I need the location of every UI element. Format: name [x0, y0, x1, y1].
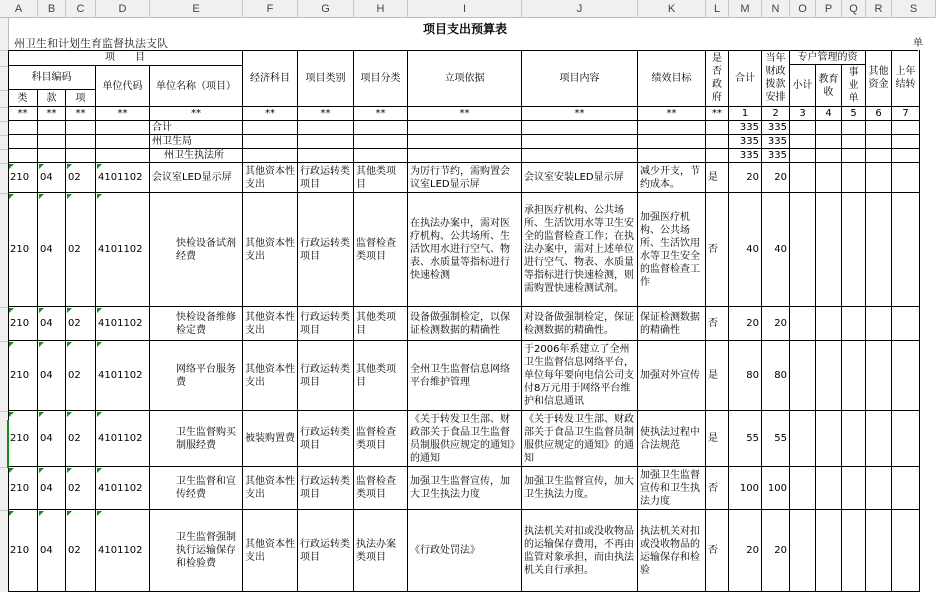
number-stored-as-text-marker — [97, 308, 102, 313]
number-stored-as-text-marker — [67, 194, 72, 199]
empty-cell[interactable] — [790, 163, 816, 193]
row-separator[interactable] — [0, 510, 8, 511]
number-stored-as-text-marker — [97, 511, 102, 516]
cell-xiangmu-leibie[interactable]: 行政运转类项目 — [298, 163, 354, 193]
cell-jixiao-mubiao[interactable]: 执法机关对扣或没收物品的运输保存和检验 — [638, 510, 706, 592]
cell-xiangmu-mingcheng[interactable]: 卫生监督强制执行运输保存和检验费 — [150, 510, 243, 592]
empty-cell[interactable] — [816, 341, 842, 411]
cell-xiang[interactable]: 02 — [66, 411, 96, 467]
cell-caizheng[interactable]: 20 — [762, 510, 790, 592]
cell-lei[interactable]: 210 — [8, 193, 38, 307]
cell-xiang[interactable]: 02 — [66, 163, 96, 193]
cell-kuan[interactable]: 04 — [38, 467, 66, 510]
cell-lixiang-yiju[interactable]: 全州卫生监督信息网络平台维护管理 — [408, 341, 522, 411]
summary-heji[interactable]: 335 — [729, 149, 762, 163]
cell-xiangmu-mingcheng[interactable]: 快检设备试剂经费 — [150, 193, 243, 307]
cell-xiangmu-neirong[interactable]: 承担医疗机构、公共场所、生活饮用水等卫生安全的监督检查工作；在执法办案中，需对上述单位进行空气、物表、水质量等指标进行快速检测，则需购置快速检测试剂。 — [522, 193, 638, 307]
column-header-d[interactable]: D — [96, 0, 150, 18]
header-xiangmu[interactable]: 项 目 — [8, 50, 243, 66]
column-header-c[interactable]: C — [66, 0, 96, 18]
cell-xiangmu-fenlei[interactable]: 其他类项目 — [354, 163, 408, 193]
empty-cell[interactable] — [866, 510, 892, 592]
header-danwei-mingcheng[interactable]: 单位名称（项目） — [150, 66, 243, 107]
summary-empty-cell[interactable] — [842, 149, 866, 163]
cell-xiangmu-fenlei[interactable]: 其他类项目 — [354, 341, 408, 411]
cell-xiangmu-leibie[interactable]: 行政运转类项目 — [298, 307, 354, 341]
summary-empty-cell[interactable] — [522, 135, 638, 149]
cell-shifou-zhengfu[interactable]: 是 — [706, 163, 729, 193]
cell-xiang[interactable]: 02 — [66, 341, 96, 411]
summary-empty-cell[interactable] — [38, 121, 66, 135]
summary-empty-cell[interactable] — [66, 149, 96, 163]
header-jingji-kemu[interactable]: 经济科目 — [243, 50, 298, 107]
cell-jingji-kemu[interactable]: 被装购置费 — [243, 411, 298, 467]
cell-lixiang-yiju[interactable]: 加强卫生监督宣传，加大卫生执法力度 — [408, 467, 522, 510]
number-stored-as-text-marker — [67, 164, 72, 169]
number-stored-as-text-marker — [97, 468, 102, 473]
cell-xiangmu-neirong[interactable]: 加强卫生监督宣传，加大卫生执法力度。 — [522, 467, 638, 510]
empty-cell[interactable] — [842, 163, 866, 193]
column-header-p[interactable]: P — [816, 0, 842, 18]
number-stored-as-text-marker — [97, 194, 102, 199]
empty-cell[interactable] — [816, 307, 842, 341]
star-cell[interactable]: ** — [638, 107, 706, 121]
header-shifou-zhengfu[interactable]: 是否政府 — [706, 50, 729, 107]
star-cell[interactable]: ** — [66, 107, 96, 121]
cell-jingji-kemu[interactable]: 其他资本性支出 — [243, 163, 298, 193]
cell-lixiang-yiju[interactable]: 设备做强制检定，以保证检测数据的精确性 — [408, 307, 522, 341]
column-header-s[interactable]: S — [892, 0, 936, 18]
cell-danwei-daima[interactable]: 4101102 — [96, 193, 150, 307]
empty-cell[interactable] — [866, 163, 892, 193]
summary-empty-cell[interactable] — [298, 121, 354, 135]
cell-xiangmu-neirong[interactable]: 《关于转发卫生部、财政部关于食品卫生监督员制服供应规定的通知》的通知 — [522, 411, 638, 467]
cell-caizheng[interactable]: 80 — [762, 341, 790, 411]
number-stored-as-text-marker — [39, 412, 44, 417]
column-header-j[interactable]: J — [522, 0, 638, 18]
cell-jingji-kemu[interactable]: 其他资本性支出 — [243, 341, 298, 411]
cell-xiangmu-mingcheng[interactable]: 会议室LED显示屏 — [150, 163, 243, 193]
empty-cell[interactable] — [892, 341, 920, 411]
number-stored-as-text-marker — [67, 412, 72, 417]
summary-empty-cell[interactable] — [408, 121, 522, 135]
cell-danwei-daima[interactable]: 4101102 — [96, 510, 150, 592]
sheet-title[interactable]: 项目支出预算表 — [422, 21, 507, 36]
cell-jingji-kemu[interactable]: 其他资本性支出 — [243, 510, 298, 592]
row-separator[interactable] — [0, 66, 8, 67]
summary-empty-cell[interactable] — [298, 135, 354, 149]
number-stored-as-text-marker — [9, 308, 14, 313]
summary-empty-cell[interactable] — [638, 121, 706, 135]
cell-xiangmu-leibie[interactable]: 行政运转类项目 — [298, 193, 354, 307]
cell-caizheng[interactable]: 40 — [762, 193, 790, 307]
number-stored-as-text-marker — [9, 412, 14, 417]
column-header-a[interactable]: A — [0, 0, 38, 18]
cell-jingji-kemu[interactable]: 其他资本性支出 — [243, 193, 298, 307]
row-separator[interactable] — [0, 135, 8, 136]
empty-cell[interactable] — [790, 510, 816, 592]
summary-empty-cell[interactable] — [816, 135, 842, 149]
summary-empty-cell[interactable] — [866, 121, 892, 135]
number-stored-as-text-marker — [9, 342, 14, 347]
summary-empty-cell[interactable] — [522, 149, 638, 163]
cell-jixiao-mubiao[interactable]: 加强医疗机构、公共场所、生活饮用水等卫生安全的监督检查工作 — [638, 193, 706, 307]
header-xiangmu-neirong[interactable]: 项目内容 — [522, 50, 638, 107]
cell-shifou-zhengfu[interactable]: 否 — [706, 193, 729, 307]
summary-empty-cell[interactable] — [408, 149, 522, 163]
cell-heji[interactable]: 20 — [729, 510, 762, 592]
star-cell[interactable]: ** — [243, 107, 298, 121]
row-separator[interactable] — [0, 90, 8, 91]
cell-jixiao-mubiao[interactable]: 保证检测数据的精确性 — [638, 307, 706, 341]
summary-empty-cell[interactable] — [706, 121, 729, 135]
cell-jixiao-mubiao[interactable]: 减少开支，节约成本。 — [638, 163, 706, 193]
cell-xiangmu-fenlei[interactable]: 其他类项目 — [354, 307, 408, 341]
cell-xiangmu-fenlei[interactable]: 执法办案类项目 — [354, 510, 408, 592]
header-zhuanhu-guanli[interactable]: 专户管理的资 — [790, 50, 866, 65]
summary-empty-cell[interactable] — [38, 149, 66, 163]
summary-empty-cell[interactable] — [866, 135, 892, 149]
star-cell[interactable]: ** — [706, 107, 729, 121]
cell-lei[interactable]: 210 — [8, 307, 38, 341]
summary-empty-cell[interactable] — [816, 121, 842, 135]
column-header-r[interactable]: R — [866, 0, 892, 18]
cell-xiangmu-leibie[interactable]: 行政运转类项目 — [298, 510, 354, 592]
cell-kuan[interactable]: 04 — [38, 411, 66, 467]
org-name[interactable]: 州卫生和计划生育监督执法支队 — [14, 36, 168, 50]
row-separator[interactable] — [0, 193, 8, 194]
cell-heji[interactable]: 80 — [729, 341, 762, 411]
summary-empty-cell[interactable] — [8, 135, 38, 149]
number-stored-as-text-marker — [97, 412, 102, 417]
row-separator[interactable] — [0, 411, 8, 412]
header-xiangmu-leibie[interactable]: 项目类别 — [298, 50, 354, 107]
summary-empty-cell[interactable] — [706, 149, 729, 163]
cell-jixiao-mubiao[interactable]: 加强对外宣传 — [638, 341, 706, 411]
cell-heji[interactable]: 20 — [729, 163, 762, 193]
cell-danwei-daima[interactable]: 4101102 — [96, 341, 150, 411]
summary-empty-cell[interactable] — [66, 121, 96, 135]
summary-empty-cell[interactable] — [298, 149, 354, 163]
selected-row-indicator — [7, 420, 9, 468]
star-cell[interactable]: ** — [96, 107, 150, 121]
summary-caizheng[interactable]: 335 — [762, 149, 790, 163]
header-jixiao-mubiao[interactable]: 绩效目标 — [638, 50, 706, 107]
number-stored-as-text-marker — [9, 468, 14, 473]
header-heji[interactable]: 合计 — [729, 50, 762, 107]
empty-cell[interactable] — [790, 411, 816, 467]
empty-cell[interactable] — [816, 510, 842, 592]
empty-cell[interactable] — [892, 163, 920, 193]
cell-xiangmu-mingcheng[interactable]: 卫生监督购买制服经费 — [150, 411, 243, 467]
number-stored-as-text-marker — [39, 342, 44, 347]
empty-cell[interactable] — [842, 411, 866, 467]
cell-lei[interactable]: 210 — [8, 467, 38, 510]
empty-cell[interactable] — [892, 193, 920, 307]
column-header-f[interactable]: F — [243, 0, 298, 18]
empty-cell[interactable] — [866, 193, 892, 307]
column-header-b[interactable]: B — [38, 0, 66, 18]
cell-shifou-zhengfu[interactable]: 否 — [706, 510, 729, 592]
header-kuan[interactable]: 款 — [38, 90, 66, 107]
column-number[interactable]: 4 — [816, 107, 842, 121]
cell-lixiang-yiju[interactable]: 《行政处罚法》 — [408, 510, 522, 592]
summary-name[interactable]: 州卫生局 — [150, 135, 243, 149]
row-separator[interactable] — [0, 50, 8, 51]
cell-shifou-zhengfu[interactable]: 是 — [706, 341, 729, 411]
summary-empty-cell[interactable] — [842, 135, 866, 149]
summary-empty-cell[interactable] — [408, 135, 522, 149]
summary-caizheng[interactable]: 335 — [762, 121, 790, 135]
empty-cell[interactable] — [816, 411, 842, 467]
summary-empty-cell[interactable] — [243, 135, 298, 149]
header-jiaoyu-shou[interactable]: 教育收 — [816, 65, 842, 107]
column-header-e[interactable]: E — [150, 0, 243, 18]
summary-empty-cell[interactable] — [38, 135, 66, 149]
empty-cell[interactable] — [790, 467, 816, 510]
star-cell[interactable]: ** — [298, 107, 354, 121]
cell-heji[interactable]: 100 — [729, 467, 762, 510]
cell-lei[interactable]: 210 — [8, 163, 38, 193]
cell-xiangmu-leibie[interactable]: 行政运转类项目 — [298, 411, 354, 467]
summary-heji[interactable]: 335 — [729, 135, 762, 149]
cell-xiangmu-neirong[interactable]: 对设备做强制检定，保证检测数据的精确性。 — [522, 307, 638, 341]
cell-shifou-zhengfu[interactable]: 是 — [706, 411, 729, 467]
cell-caizheng[interactable]: 55 — [762, 411, 790, 467]
number-stored-as-text-marker — [39, 164, 44, 169]
cell-xiang[interactable]: 02 — [66, 467, 96, 510]
column-number[interactable]: 1 — [729, 107, 762, 121]
cell-lixiang-yiju[interactable]: 在执法办案中，需对医疗机构、公共场所、生活饮用水进行空气、物表、水质量等指标进行快速检测 — [408, 193, 522, 307]
column-header-i[interactable]: I — [408, 0, 522, 18]
cell-kuan[interactable]: 04 — [38, 193, 66, 307]
star-cell[interactable]: ** — [408, 107, 522, 121]
cell-kuan[interactable]: 04 — [38, 341, 66, 411]
cell-xiangmu-fenlei[interactable]: 监督检查类项目 — [354, 411, 408, 467]
number-stored-as-text-marker — [9, 511, 14, 516]
row-separator[interactable] — [0, 307, 8, 308]
cell-kuan[interactable]: 04 — [38, 307, 66, 341]
empty-cell[interactable] — [790, 193, 816, 307]
number-stored-as-text-marker — [67, 468, 72, 473]
header-xiaoji[interactable]: 小计 — [790, 65, 816, 107]
cell-lixiang-yiju[interactable]: 《关于转发卫生部、财政部关于食品卫生监督员制服供应规定的通知》的通知 — [408, 411, 522, 467]
cell-danwei-daima[interactable]: 4101102 — [96, 411, 150, 467]
summary-empty-cell[interactable] — [66, 135, 96, 149]
cell-caizheng[interactable]: 100 — [762, 467, 790, 510]
header-qita-zijin[interactable]: 其他资金 — [866, 50, 892, 107]
column-number[interactable]: 3 — [790, 107, 816, 121]
cell-jingji-kemu[interactable]: 其他资本性支出 — [243, 467, 298, 510]
column-header-q[interactable]: Q — [842, 0, 866, 18]
column-header-m[interactable]: M — [729, 0, 762, 18]
empty-cell[interactable] — [866, 341, 892, 411]
empty-cell[interactable] — [892, 510, 920, 592]
cell-heji[interactable]: 40 — [729, 193, 762, 307]
cell-xiangmu-leibie[interactable]: 行政运转类项目 — [298, 341, 354, 411]
cell-jixiao-mubiao[interactable]: 加强卫生监督宣传和卫生执法力度 — [638, 467, 706, 510]
summary-empty-cell[interactable] — [354, 135, 408, 149]
summary-empty-cell[interactable] — [638, 149, 706, 163]
column-number[interactable]: 5 — [842, 107, 866, 121]
number-stored-as-text-marker — [39, 194, 44, 199]
cell-kuan[interactable]: 04 — [38, 510, 66, 592]
cell-xiangmu-neirong[interactable]: 会议室安装LED显示屏 — [522, 163, 638, 193]
cell-heji[interactable]: 20 — [729, 307, 762, 341]
star-cell[interactable]: ** — [354, 107, 408, 121]
cell-xiangmu-neirong[interactable]: 于2006年系建立了全州卫生监督信息网络平台，单位每年要向电信公司支付8万元用于网络平台维护和信息通讯 — [522, 341, 638, 411]
column-header-l[interactable]: L — [706, 0, 729, 18]
star-cell[interactable]: ** — [38, 107, 66, 121]
number-stored-as-text-marker — [39, 308, 44, 313]
cell-danwei-daima[interactable]: 4101102 — [96, 467, 150, 510]
table-top-border — [8, 50, 918, 51]
column-header-n[interactable]: N — [762, 0, 790, 18]
cell-xiang[interactable]: 02 — [66, 307, 96, 341]
number-stored-as-text-marker — [97, 164, 102, 169]
cell-xiangmu-mingcheng[interactable]: 网络平台服务费 — [150, 341, 243, 411]
column-number[interactable]: 2 — [762, 107, 790, 121]
header-shiye-dan[interactable]: 事业单 — [842, 65, 866, 107]
summary-empty-cell[interactable] — [243, 121, 298, 135]
summary-empty-cell[interactable] — [243, 149, 298, 163]
summary-empty-cell[interactable] — [638, 135, 706, 149]
cell-caizheng[interactable]: 20 — [762, 307, 790, 341]
summary-empty-cell[interactable] — [8, 121, 38, 135]
header-dangnian-caizheng[interactable]: 当年财政拨款安排 — [762, 50, 790, 107]
summary-empty-cell[interactable] — [790, 149, 816, 163]
header-shangnian-jieyu[interactable]: 上年结转 — [892, 50, 920, 107]
row-separator[interactable] — [0, 341, 8, 342]
empty-cell[interactable] — [842, 193, 866, 307]
empty-cell[interactable] — [866, 411, 892, 467]
cell-kuan[interactable]: 04 — [38, 163, 66, 193]
table-left-border — [8, 50, 9, 592]
row-separator[interactable] — [0, 107, 8, 108]
summary-empty-cell[interactable] — [790, 135, 816, 149]
star-cell[interactable]: ** — [150, 107, 243, 121]
header-xiangmu-fenlei[interactable]: 项目分类 — [354, 50, 408, 107]
star-cell[interactable]: ** — [522, 107, 638, 121]
cell-lei[interactable]: 210 — [8, 411, 38, 467]
row-separator[interactable] — [0, 163, 8, 164]
row-separator[interactable] — [0, 121, 8, 122]
cell-caizheng[interactable]: 20 — [762, 163, 790, 193]
cell-shifou-zhengfu[interactable]: 否 — [706, 307, 729, 341]
column-number[interactable]: 6 — [866, 107, 892, 121]
cell-danwei-daima[interactable]: 4101102 — [96, 307, 150, 341]
summary-name[interactable]: 合计 — [150, 121, 243, 135]
number-stored-as-text-marker — [67, 308, 72, 313]
column-number[interactable]: 7 — [892, 107, 920, 121]
cell-jixiao-mubiao[interactable]: 使执法过程中合法规范 — [638, 411, 706, 467]
summary-empty-cell[interactable] — [522, 121, 638, 135]
cell-lei[interactable]: 210 — [8, 341, 38, 411]
header-kemu-bianma[interactable]: 科目编码 — [8, 66, 96, 90]
cell-xiangmu-fenlei[interactable]: 监督检查类项目 — [354, 467, 408, 510]
number-stored-as-text-marker — [39, 468, 44, 473]
empty-cell[interactable] — [892, 411, 920, 467]
summary-empty-cell[interactable] — [892, 149, 920, 163]
summary-name[interactable]: 州卫生执法所 — [150, 149, 243, 163]
summary-empty-cell[interactable] — [706, 135, 729, 149]
number-stored-as-text-marker — [67, 342, 72, 347]
number-stored-as-text-marker — [9, 164, 14, 169]
empty-cell[interactable] — [816, 467, 842, 510]
empty-cell[interactable] — [866, 467, 892, 510]
summary-heji[interactable]: 335 — [729, 121, 762, 135]
column-header-o[interactable]: O — [790, 0, 816, 18]
summary-empty-cell[interactable] — [816, 149, 842, 163]
cell-danwei-daima[interactable]: 4101102 — [96, 163, 150, 193]
column-header-g[interactable]: G — [298, 0, 354, 18]
summary-empty-cell[interactable] — [842, 121, 866, 135]
cell-xiang[interactable]: 02 — [66, 193, 96, 307]
header-xiang[interactable]: 项 — [66, 90, 96, 107]
header-lixiang-yiju[interactable]: 立项依据 — [408, 50, 522, 107]
empty-cell[interactable] — [790, 341, 816, 411]
header-danwei-daima[interactable]: 单位代码 — [96, 66, 150, 107]
cell-lixiang-yiju[interactable]: 为厉行节约，需购置会议室LED显示屏 — [408, 163, 522, 193]
star-cell[interactable]: ** — [8, 107, 38, 121]
cell-xiangmu-mingcheng[interactable]: 快检设备维修检定费 — [150, 307, 243, 341]
row-separator[interactable] — [0, 149, 8, 150]
empty-cell[interactable] — [892, 467, 920, 510]
summary-empty-cell[interactable] — [354, 121, 408, 135]
column-header-k[interactable]: K — [638, 0, 706, 18]
empty-cell[interactable] — [790, 307, 816, 341]
cell-xiang[interactable]: 02 — [66, 510, 96, 592]
summary-empty-cell[interactable] — [96, 121, 150, 135]
empty-cell[interactable] — [892, 307, 920, 341]
cell-shifou-zhengfu[interactable]: 否 — [706, 467, 729, 510]
cell-xiangmu-fenlei[interactable]: 监督检查类项目 — [354, 193, 408, 307]
cell-jingji-kemu[interactable]: 其他资本性支出 — [243, 307, 298, 341]
unit-label[interactable]: 单 — [913, 37, 923, 49]
number-stored-as-text-marker — [97, 342, 102, 347]
summary-empty-cell[interactable] — [892, 121, 920, 135]
empty-cell[interactable] — [842, 307, 866, 341]
empty-cell[interactable] — [842, 467, 866, 510]
cell-xiangmu-neirong[interactable]: 执法机关对扣或没收物品的运输保存费用，不再由监管对象承担，而由执法机关自行承担。 — [522, 510, 638, 592]
empty-cell[interactable] — [866, 307, 892, 341]
summary-caizheng[interactable]: 335 — [762, 135, 790, 149]
summary-empty-cell[interactable] — [8, 149, 38, 163]
empty-cell[interactable] — [816, 193, 842, 307]
number-stored-as-text-marker — [67, 511, 72, 516]
empty-cell[interactable] — [842, 341, 866, 411]
summary-empty-cell[interactable] — [96, 135, 150, 149]
empty-cell[interactable] — [816, 163, 842, 193]
summary-empty-cell[interactable] — [354, 149, 408, 163]
empty-cell[interactable] — [842, 510, 866, 592]
summary-empty-cell[interactable] — [790, 121, 816, 135]
cell-xiangmu-leibie[interactable]: 行政运转类项目 — [298, 467, 354, 510]
cell-xiangmu-mingcheng[interactable]: 卫生监督和宣传经费 — [150, 467, 243, 510]
number-stored-as-text-marker — [9, 194, 14, 199]
cell-heji[interactable]: 55 — [729, 411, 762, 467]
summary-empty-cell[interactable] — [866, 149, 892, 163]
summary-empty-cell[interactable] — [96, 149, 150, 163]
header-lei[interactable]: 类 — [8, 90, 38, 107]
number-stored-as-text-marker — [39, 511, 44, 516]
summary-empty-cell[interactable] — [892, 135, 920, 149]
cell-lei[interactable]: 210 — [8, 510, 38, 592]
column-header-h[interactable]: H — [354, 0, 408, 18]
